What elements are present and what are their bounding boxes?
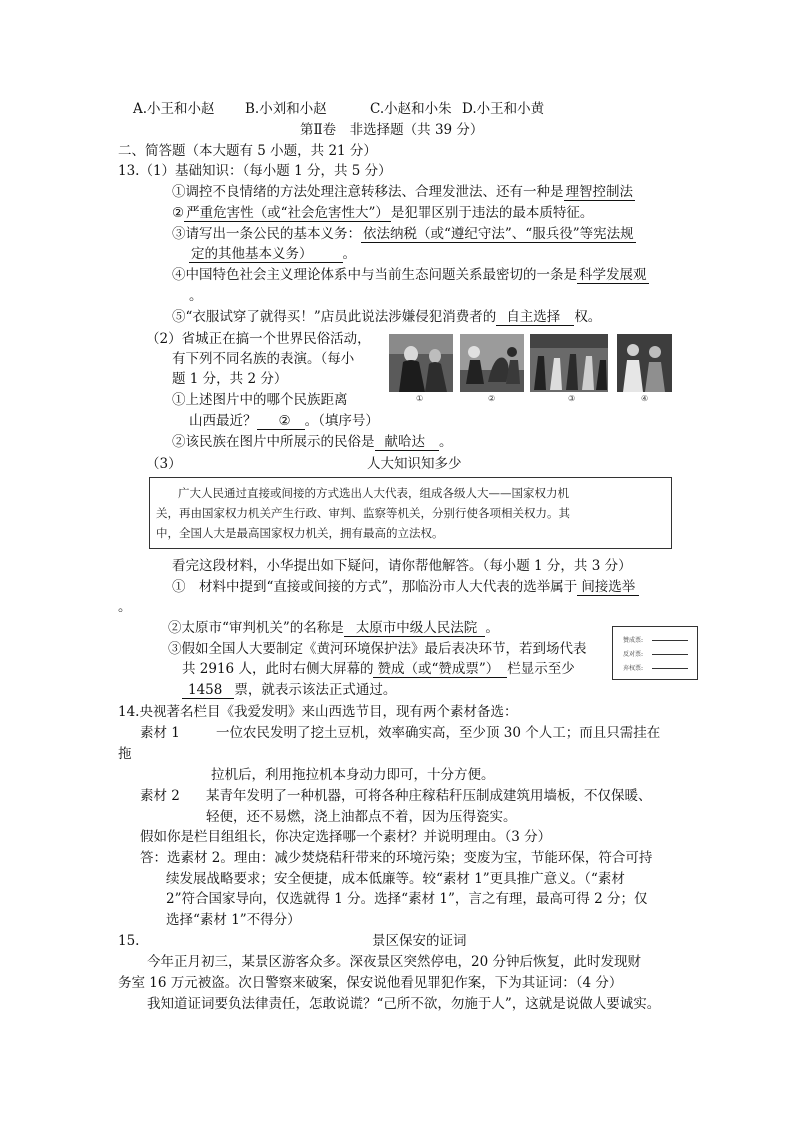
q13-item5-answer: 自主选择 <box>496 309 574 326</box>
q13-part3-q2 <box>168 619 499 637</box>
q15-p1-l2: 务室 16 万元被盗。次日警察来破案，保安说他看见罪犯作案，下为其证词：（4 分） <box>118 975 623 991</box>
q13-part3-q1 <box>172 578 639 596</box>
q14-material2-l2: 轻便，还不易燃，浇上油都点不着，因为压得瓷实。 <box>206 809 517 825</box>
tally-line-no <box>652 654 688 655</box>
ethnic-photo-2 <box>460 334 524 392</box>
q13-part2-q1a: ①上述图片中的哪个民族距离 <box>172 392 348 408</box>
q13-part2-q2-end: 。 <box>439 434 453 450</box>
q13-part3-q3c <box>182 681 396 699</box>
q13-item2 <box>172 204 593 222</box>
q15-title: 景区保安的证词 <box>372 933 467 949</box>
q14-answer-l2: 续发展战略要求；安全便捷，成本低廉等。较“素材 1”更具推广意义。（“素材 <box>166 871 625 887</box>
q13-part3-title: 人大知识知多少 <box>367 456 462 472</box>
q14-answer-l3: 2”符合国家导向，仅选就得 1 分。选择“素材 1”，言之有理，最高可得 2 分；仅 <box>166 891 648 907</box>
ethnic-photo-1 <box>389 334 453 392</box>
q13-item4-answer: 科学发展观 <box>579 267 647 283</box>
q14-material2-l1: 某青年发明了一种机器，可将各种庄稼秸秆压制成建筑用墙板，不仅保暖、 <box>206 788 652 804</box>
q14-material1-l2: 拖 <box>118 746 132 762</box>
tally-line-yes <box>652 640 688 641</box>
q14-material2-label: 素材 2 <box>140 788 180 804</box>
ethnic-photo-4 <box>617 334 672 392</box>
vote-tally-screen <box>612 626 698 680</box>
q13-part3-q2-answer: 太原市中级人民法院 <box>344 620 486 637</box>
q13-item2-num: ② <box>172 205 185 221</box>
q13-part3-label: （3） <box>146 456 182 472</box>
q13-part3-q3-answer2: 1458 <box>182 682 234 699</box>
photo-caption-4: ④ <box>641 394 649 403</box>
q13-part3-q3c-text: 票，就表示该法正式通过。 <box>234 682 397 698</box>
q13-part1-head: 13.（1）基础知识：（每小题 1 分，共 5 分） <box>118 163 392 179</box>
q13-item5-end: 权。 <box>574 309 602 325</box>
q13-part3-q3b-text: 共 2916 人，此时右侧大屏幕的 <box>182 661 374 677</box>
q13-part3-q1-end: 。 <box>118 599 132 615</box>
q13-part2-l3: 题 1 分，共 2 分） <box>172 371 288 387</box>
ethnic-photo-2-image <box>460 334 524 392</box>
q13-item1 <box>172 183 635 201</box>
photo-caption-3: ③ <box>568 394 576 403</box>
q13-part2-l2: 有下列不同名族的表演。（每小 <box>172 351 355 367</box>
box-line-3: 中，全国人大是最高国家权力机关，拥有最高的立法权。 <box>156 526 444 540</box>
option-a: A.小王和小赵 <box>133 101 215 117</box>
q13-item3-cont <box>189 245 356 263</box>
q13-item3 <box>172 225 636 243</box>
tally-label-abstain: 弃权票: <box>623 665 644 672</box>
q15-p1-l1: 今年正月初三，某景区游客众多。深夜景区突然停电，20 分钟后恢复，此时发现财 <box>147 954 641 970</box>
q13-part2-q2 <box>172 433 453 451</box>
q13-part2-q1b: 山西最近？ <box>189 413 257 429</box>
q13-part2-q2-answer: 献哈达 <box>375 434 440 451</box>
q14-material1-l1: 一位农民发明了挖土豆机，效率确实高，至少顶 30 个人工；而且只需挂在 <box>216 725 661 741</box>
tally-label-yes: 赞成票: <box>623 637 644 644</box>
q13-item5 <box>172 308 601 326</box>
q13-item5-text: ⑤“衣服试穿了就得买！”店员此说法涉嫌侵犯消费者的 <box>172 309 497 325</box>
q13-part2-q1 <box>189 412 379 430</box>
q14-question: 假如你是栏目组组长，你决定选择哪一个素材？并说明理由。（3 分） <box>140 829 552 845</box>
q13-part3-q3b <box>182 660 575 678</box>
q13-part2-q2-text: ②该民族在图片中所展示的民俗是 <box>172 434 375 450</box>
q13-item3-answer-a: 依法纳税（或“遵纪守法”、“服兵役”等宪法规 <box>363 226 634 242</box>
q13-item2-text: 是犯罪区别于违法的最本质特征。 <box>390 205 594 221</box>
q13-item4-end: 。 <box>189 288 203 304</box>
q13-part3-q2-end: 。 <box>485 620 499 636</box>
q14-answer-l1: 答：选素材 2。理由：减少焚烧秸秆带来的环境污染；变废为宝，节能环保，符合可持 <box>140 850 653 866</box>
q14-answer-l4: 选择“素材 1”不得分） <box>166 912 301 928</box>
q13-item3-end: 。 <box>342 246 356 262</box>
q13-part3-q3-answer1: 赞成（或“赞成票”） <box>373 661 507 678</box>
q13-item4-text: ④中国特色社会主义理论体系中与当前生态问题关系最密切的一条是 <box>172 267 577 283</box>
section-title: 二、简答题（本大题有 5 小题，共 21 分） <box>118 143 377 159</box>
q14-material1-label: 素材 1 <box>140 725 180 741</box>
q15-number: 15. <box>118 933 140 949</box>
q13-item3-text: ③请写出一条公民的基本义务： <box>172 226 361 242</box>
option-c: C.小赵和小朱 <box>370 101 452 117</box>
q13-part2-l1: （2）省城正在搞一个世界民俗活动， <box>146 331 371 347</box>
tally-line-abstain <box>652 668 688 669</box>
box-line-2: 关，再由国家权力机关产生行政、审判、监察等机关，分别行使各项相关权力。其 <box>156 506 570 520</box>
q13-part3-q3b-end: 栏显示至少 <box>507 661 575 677</box>
option-d: D.小王和小黄 <box>462 101 545 117</box>
part2-title: 第Ⅱ卷 非选择题（共 39 分） <box>300 122 484 138</box>
q13-item3-answer-b: 定的其他基本义务） <box>189 246 343 263</box>
tally-label-no: 反对票: <box>623 651 644 658</box>
q15-p2: 我知道证词要负法律责任，怎敢说谎？“己所不欲，勿施于人”，这就是说做人要诚实。 <box>147 996 661 1012</box>
option-b: B.小刘和小赵 <box>245 101 327 117</box>
q13-part2-q1-end: 。（填序号） <box>304 413 379 429</box>
q13-part3-q2-text: ②太原市“审判机关”的名称是 <box>168 620 344 636</box>
box-line-1: 广大人民通过直接或间接的方式选出人大代表，组成各级人大——国家权力机 <box>178 486 569 500</box>
npc-info-box <box>149 477 672 549</box>
ethnic-photo-3-image <box>530 334 608 392</box>
q13-part3-q1-answer: 间接选举 <box>577 579 639 596</box>
photo-caption-1: ① <box>416 394 424 403</box>
q13-part3-q1-text: ① 材料中提到“直接或间接的方式”，那临汾市人大代表的选举属于 <box>172 579 578 595</box>
q14-intro: 14.央视著名栏目《我爱发明》来山西选节目，现有两个素材备选： <box>118 704 518 720</box>
q13-part2-q1-answer: ② <box>257 413 305 430</box>
q13-item4 <box>172 266 649 284</box>
q14-material1-l3: 拉机后，利用拖拉机本身动力即可，十分方便。 <box>211 767 495 783</box>
q13-item1-answer: 理智控制法 <box>565 184 633 200</box>
q13-item1-text: ①调控不良情绪的方法处理注意转移法、合理发泄法、还有一种是 <box>172 184 564 200</box>
photo-caption-2: ② <box>488 394 496 403</box>
q13-item2-answer: 严重危害性（或“社会危害性大”） <box>186 205 389 221</box>
ethnic-photo-3 <box>530 334 608 392</box>
ethnic-photo-1-image <box>389 334 453 392</box>
ethnic-photo-4-image <box>617 334 672 392</box>
q13-after-box: 看完这段材料，小华提出如下疑问，请你帮他解答。（每小题 1 分，共 3 分） <box>172 558 632 574</box>
q13-part3-q3a: ③假如全国人大要制定《黄河环境保护法》最后表决环节，若到场代表 <box>168 641 587 657</box>
